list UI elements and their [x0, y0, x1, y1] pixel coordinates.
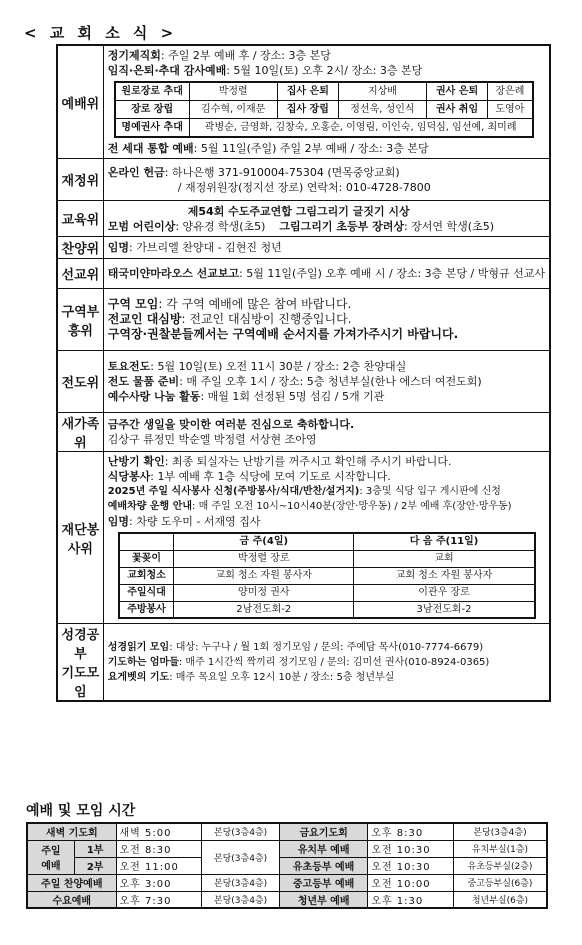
row-label: 교회청소: [119, 567, 174, 584]
item-text: : 5월 10일(토) 오전 11시 30분 / 장소: 2층 찬양대실: [150, 360, 407, 373]
item-text: : 대상: 누구나 / 월 1회 정기모임 / 문의: 주예담 목사(010-7774-6679): [169, 641, 484, 653]
section-mission: [57, 259, 550, 289]
dept-label: 새가족위: [57, 413, 103, 452]
item-title: 토요전도: [107, 360, 151, 373]
name-cell: 정선욱, 성인식: [338, 101, 426, 119]
service-time: 오전 10:30: [368, 840, 454, 857]
service-sub: 2부: [74, 857, 116, 874]
dept-label: [57, 624, 103, 702]
item-text: : 매주 1시간씩 짝끼리 정기모임 / 문의: 김미선 권사(010-8924-0365): [178, 656, 490, 668]
item-text: : 차량 도우미 - 서재영 집사: [129, 515, 261, 528]
section-district: [57, 289, 550, 351]
column-header: 다 음 주(11일): [354, 533, 535, 550]
service-place: 청년부실(6층): [453, 891, 547, 908]
service-time: 오후 1:30: [368, 891, 454, 908]
item-title: 전도 물품 준비: [107, 375, 180, 388]
item-title: 난방기 확인: [107, 455, 165, 468]
item-text: : 매 주일 오후 1시 / 장소: 5층 청년부실(한나 에스더 여전도회): [179, 375, 482, 388]
role-cell: 권사 취임: [427, 101, 488, 119]
item-title: 임명: [107, 241, 130, 254]
dept-label: 선교위: [57, 259, 103, 289]
item-text: : 1부 예배 후 1층 식당에 모여 기도로 시작합니다.: [150, 470, 391, 483]
service-place: 본당(3층4층): [202, 874, 280, 891]
dept-label: 재단봉사위: [57, 452, 103, 624]
item-text: 금주간 생일을 맞이한 여러분 진심으로 축하합니다.: [107, 418, 355, 431]
table-cell: 양미정 권사: [174, 584, 354, 601]
section-service: [57, 452, 550, 624]
item-title: 요게벳의 기도: [107, 671, 170, 683]
item-text: / 재정위원장(정지선 장로) 연락처: 010-4728-7800: [177, 180, 431, 194]
row-label: 꽃꽂이: [119, 550, 174, 567]
item-title: 그림그리기 초등부 장려상: [279, 219, 404, 233]
table-row: [27, 840, 547, 857]
table-cell: 박정렬 장로: [174, 550, 354, 567]
service-place: 본당(3층4층): [202, 840, 280, 874]
service-time: 오전 10:30: [368, 857, 454, 874]
table-row: [27, 857, 547, 874]
column-header: 금 주(4일): [174, 533, 354, 550]
dept-label: 찬양위: [57, 237, 103, 259]
item-title: 예수사랑 나눔 활동: [107, 390, 201, 403]
row-label: 주방봉사: [119, 601, 174, 618]
schedule-title: 예배 및 모임 시간: [26, 803, 136, 819]
table-row: [27, 874, 547, 891]
table-cell: 교회 청소 자원 봉사자: [174, 567, 354, 584]
section-education: [57, 201, 550, 237]
item-text: : 양유경 학생(초5): [175, 219, 266, 233]
item-text: : 5월 11일(주일) 오후 예배 시 / 장소: 3층 본당 / 박형규 선교사: [239, 267, 545, 280]
item-text: : 매월 1회 선정된 5명 섬김 / 5개 기관: [200, 390, 385, 403]
role-cell: 원로장로 추대: [115, 82, 189, 101]
item-title: 기도하는 엄마들: [107, 656, 179, 668]
item-title: 모범 어린이상: [107, 219, 176, 233]
item-text: : 5월 10일(토) 오후 2시/ 장소: 3층 본당: [226, 64, 423, 77]
church-news-table: [56, 44, 551, 702]
service-place: 중고등부실(6층): [453, 874, 547, 891]
item-title: 태국미얀마라오스 선교보고: [107, 267, 240, 280]
dept-label: 전도위: [57, 351, 103, 413]
item-text: : 각 구역 예배에 많은 참여 바랍니다.: [158, 297, 352, 311]
service-name: 금요기도회: [279, 823, 367, 840]
service-name: 수요예배: [27, 891, 116, 908]
item-text: : 가브리엘 찬양대 - 김현진 청년: [129, 241, 282, 254]
table-row: [119, 584, 535, 601]
role-cell: 명예권사 추대: [115, 119, 189, 138]
service-time: 오전 11:00: [116, 857, 202, 874]
dept-label: 교육위: [57, 201, 103, 237]
item-title: 전교인 대심방: [107, 312, 182, 326]
section-bible-prayer: [57, 624, 550, 702]
item-text: : 하나은행 371-910004-75304 (면목중앙교회): [164, 165, 400, 179]
item-title: 구역 모임: [107, 297, 159, 311]
service-place: 유치부실(1층): [453, 840, 547, 857]
name-cell: 곽병순, 금영화, 김창숙, 오홍순, 이영림, 이인숙, 임덕심, 임선예, 최미례: [189, 119, 533, 138]
table-cell: 3남전도회-2: [354, 601, 535, 618]
table-row: [119, 567, 535, 584]
section-evangelism: [57, 351, 550, 413]
schedule-table: [26, 822, 548, 909]
service-time: 오전 8:30: [116, 840, 202, 857]
table-row: [119, 550, 535, 567]
item-text: : 주일 2부 예배 후 / 장소: 3층 본당: [160, 49, 331, 62]
table-row: [119, 601, 535, 618]
section-worship: [57, 45, 550, 159]
service-name: 유치부 예배: [279, 840, 367, 857]
section-praise: [57, 237, 550, 259]
name-cell: 김수혁, 이재문: [189, 101, 277, 119]
item-text: : 최종 퇴실자는 난방기를 꺼주시고 확인해 주시기 바랍니다.: [164, 455, 452, 468]
role-cell: 집사 은퇴: [277, 82, 338, 101]
ordination-table: [114, 81, 534, 138]
item-title: 임직·은퇴·추대 감사예배: [107, 64, 227, 77]
service-name-line: 주일: [41, 846, 61, 857]
service-time: 오후 3:00: [116, 874, 202, 891]
dept-label: 예배위: [57, 45, 103, 159]
service-name: 새벽 기도회: [27, 823, 116, 840]
table-cell: 이관우 장로: [354, 584, 535, 601]
service-time: 오후 8:30: [368, 823, 454, 840]
item-title: 제54회 수도주교연합 그림그리기 글짓기 시상: [187, 204, 410, 218]
name-cell: 장은례: [487, 82, 532, 101]
service-place: 본당(3층4층): [202, 823, 280, 840]
item-text: : 장서연 학생(초5): [403, 219, 494, 233]
item-title: 정기제직회: [107, 49, 161, 62]
service-time: 오전 10:00: [368, 874, 454, 891]
item-text: : 5월 11일(주일) 주일 2부 예배 / 장소: 3층 본당: [193, 142, 429, 155]
service-place: 본당(3층4층): [202, 891, 280, 908]
item-title: 임명: [107, 515, 130, 528]
item-title: 전 세대 통합 예배: [107, 142, 194, 155]
dept-label-line: 성경공부: [61, 628, 100, 662]
item-text: 구역장·권찰분들께서는 구역예배 순서지를 가져가주시기 바랍니다.: [107, 327, 459, 341]
item-title: 2025년 주일 식사봉사 신청(주방봉사/식대/반찬/설거지): [107, 486, 360, 497]
page-title: < 교 회 소 식 >: [24, 24, 178, 42]
name-cell: 도영아: [487, 101, 532, 119]
section-newfamily: [57, 413, 550, 452]
item-text: 김상구 류정민 박순엘 박정렬 서상현 조아영: [107, 433, 317, 446]
role-cell: 권사 은퇴: [427, 82, 488, 101]
service-place: 본당(3층4층): [453, 823, 547, 840]
item-text: : 매주 목요일 오후 12시 10분 / 장소: 5층 청년부실: [169, 671, 395, 683]
item-text: : 3층및 식당 입구 게시판에 신청: [359, 486, 501, 497]
table-cell: 교회: [354, 550, 535, 567]
service-name: 중고등부 예배: [279, 874, 367, 891]
service-time: 오후 7:30: [116, 891, 202, 908]
name-cell: 지상배: [338, 82, 426, 101]
item-text: : 전교인 대심방이 진행중입니다.: [181, 312, 352, 326]
table-cell: 교회 청소 자원 봉사자: [354, 567, 535, 584]
dept-label: 구역부흥위: [57, 289, 103, 351]
item-text: : 매 주일 오전 10시~10시40분(장안·망우동) / 2부 예배 후(장안·망우동): [192, 501, 512, 512]
role-cell: 장로 장립: [115, 101, 189, 119]
table-row: [27, 823, 547, 840]
service-name: [27, 840, 74, 874]
service-name: 청년부 예배: [279, 891, 367, 908]
item-title: 온라인 헌금: [107, 165, 165, 179]
table-row: [27, 891, 547, 908]
service-name: 주일 찬양예배: [27, 874, 116, 891]
item-title: 성경읽기 모임: [107, 641, 170, 653]
service-duty-table: [118, 532, 536, 619]
service-name-line: 예배: [41, 861, 61, 872]
item-title: 예배차량 운행 안내: [107, 501, 193, 512]
role-cell: 집사 장립: [277, 101, 338, 119]
name-cell: 박정렬: [189, 82, 277, 101]
service-name: 유초등부 예배: [279, 857, 367, 874]
item-title: 식당봉사: [107, 470, 151, 483]
service-time: 새벽 5:00: [116, 823, 202, 840]
dept-label: 재정위: [57, 159, 103, 201]
service-sub: 1부: [74, 840, 116, 857]
section-finance: [57, 159, 550, 201]
table-cell: 2남전도회-2: [174, 601, 354, 618]
dept-label-line: 기도모임: [61, 666, 100, 700]
row-label: 주일식대: [119, 584, 174, 601]
service-place: 유초등부실(2층): [453, 857, 547, 874]
